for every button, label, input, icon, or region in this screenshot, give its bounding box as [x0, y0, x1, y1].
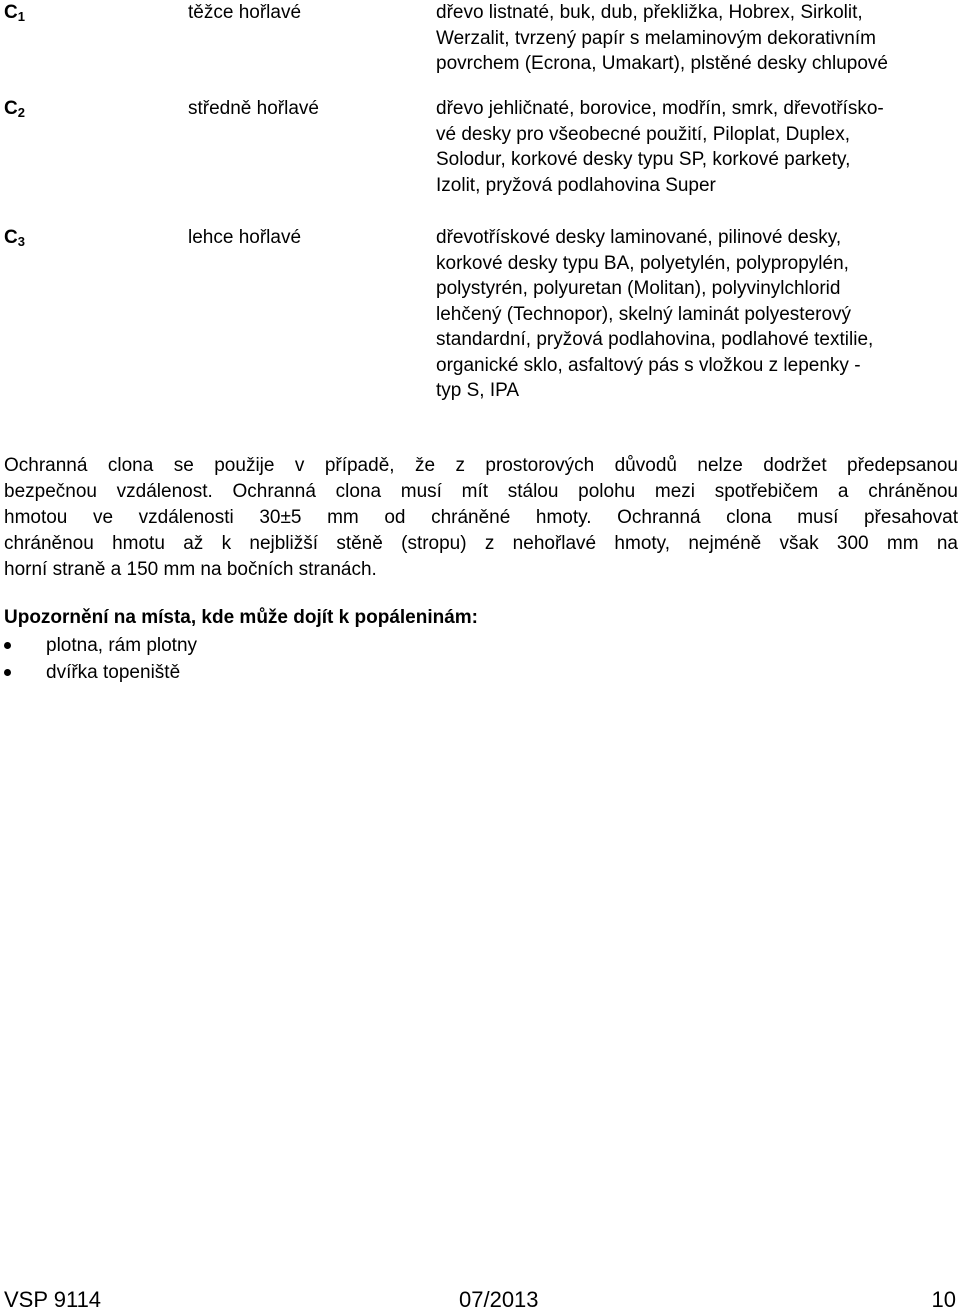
class-code: $C_3$: [4, 227, 25, 249]
class-code: $C_1$: [4, 2, 25, 24]
bullet-icon: [4, 669, 11, 676]
class-materials: [436, 96, 884, 198]
paragraph-line: chráněnou hmotu až k nejbližší stěně (stropu) z nehořlavé hmoty, nejméně však 300 mm na: [4, 533, 958, 554]
footer-model: VSP 9114: [4, 1287, 102, 1312]
materials-line: standardní, pryžová podlahovina, podlahové textilie,: [436, 329, 874, 350]
materials-line: lehčený (Technopor), skelný laminát polyesterový: [436, 303, 852, 325]
materials-line: dřevo listnaté, buk, dub, překližka, Hobrex, Sirkolit,: [436, 2, 863, 23]
materials-line: korkové desky typu BA, polyetylén, polypropylén,: [436, 252, 849, 274]
paragraph-line: bezpečnou vzdálenost. Ochranná clona musí mít stálou polohu mezi spotřebičem a chráněnou: [4, 481, 958, 502]
burn-warning-heading: Upozornění na místa, kde může dojít k popáleninám:: [4, 607, 479, 628]
footer-page-number: 10: [931, 1287, 956, 1312]
materials-line: Solodur, korkové desky typu SP, korkové parkety,: [436, 149, 851, 170]
materials-line: typ S, IPA: [436, 380, 520, 401]
materials-line: polystyrén, polyuretan (Molitan), polyvinylchlorid: [436, 278, 841, 299]
list-item: [0, 632, 600, 659]
footer-date: 07/2013: [459, 1287, 539, 1312]
materials-line: organické sklo, asfaltový pás s vložkou z lepenky -: [436, 354, 861, 376]
burn-warning-list: [0, 632, 600, 686]
materials-line: Izolit, pryžová podlahovina Super: [436, 174, 716, 196]
class-materials: [436, 225, 873, 404]
class-code: $C_2$: [4, 98, 25, 120]
class-label: lehce hořlavé: [188, 227, 302, 248]
materials-line: dřevotřískové desky laminované, pilinové desky,: [436, 227, 842, 248]
list-item-text: dvířka topeniště: [46, 662, 181, 683]
paragraph-line: Ochranná clona se použije v případě, že z prostorových důvodů nelze dodržet předepsanou: [4, 455, 958, 476]
bullet-icon: [4, 642, 11, 649]
materials-line: dřevo jehličnaté, borovice, modřín, smrk, dřevotřísko-: [436, 98, 884, 119]
materials-line: povrchem (Ecrona, Umakart), plstěné desky chlupové: [436, 53, 888, 74]
paragraph-line: hmotou ve vzdálenosti 30±5 mm od chráněné hmoty. Ochranná clona musí přesahovat: [4, 507, 958, 528]
class-label: těžce hořlavé: [188, 2, 302, 23]
materials-line: vé desky pro všeobecné použití, Piloplat, Duplex,: [436, 123, 851, 145]
class-materials: [436, 0, 888, 77]
protective-screen-paragraph: [4, 453, 958, 583]
paragraph-line: horní straně a 150 mm na bočních stranách.: [4, 559, 377, 580]
list-item-text: plotna, rám plotny: [46, 635, 198, 656]
list-item: [0, 659, 600, 686]
materials-line: Werzalit, tvrzený papír s melaminovým dekorativním: [436, 27, 876, 49]
class-label: středně hořlavé: [188, 98, 319, 119]
